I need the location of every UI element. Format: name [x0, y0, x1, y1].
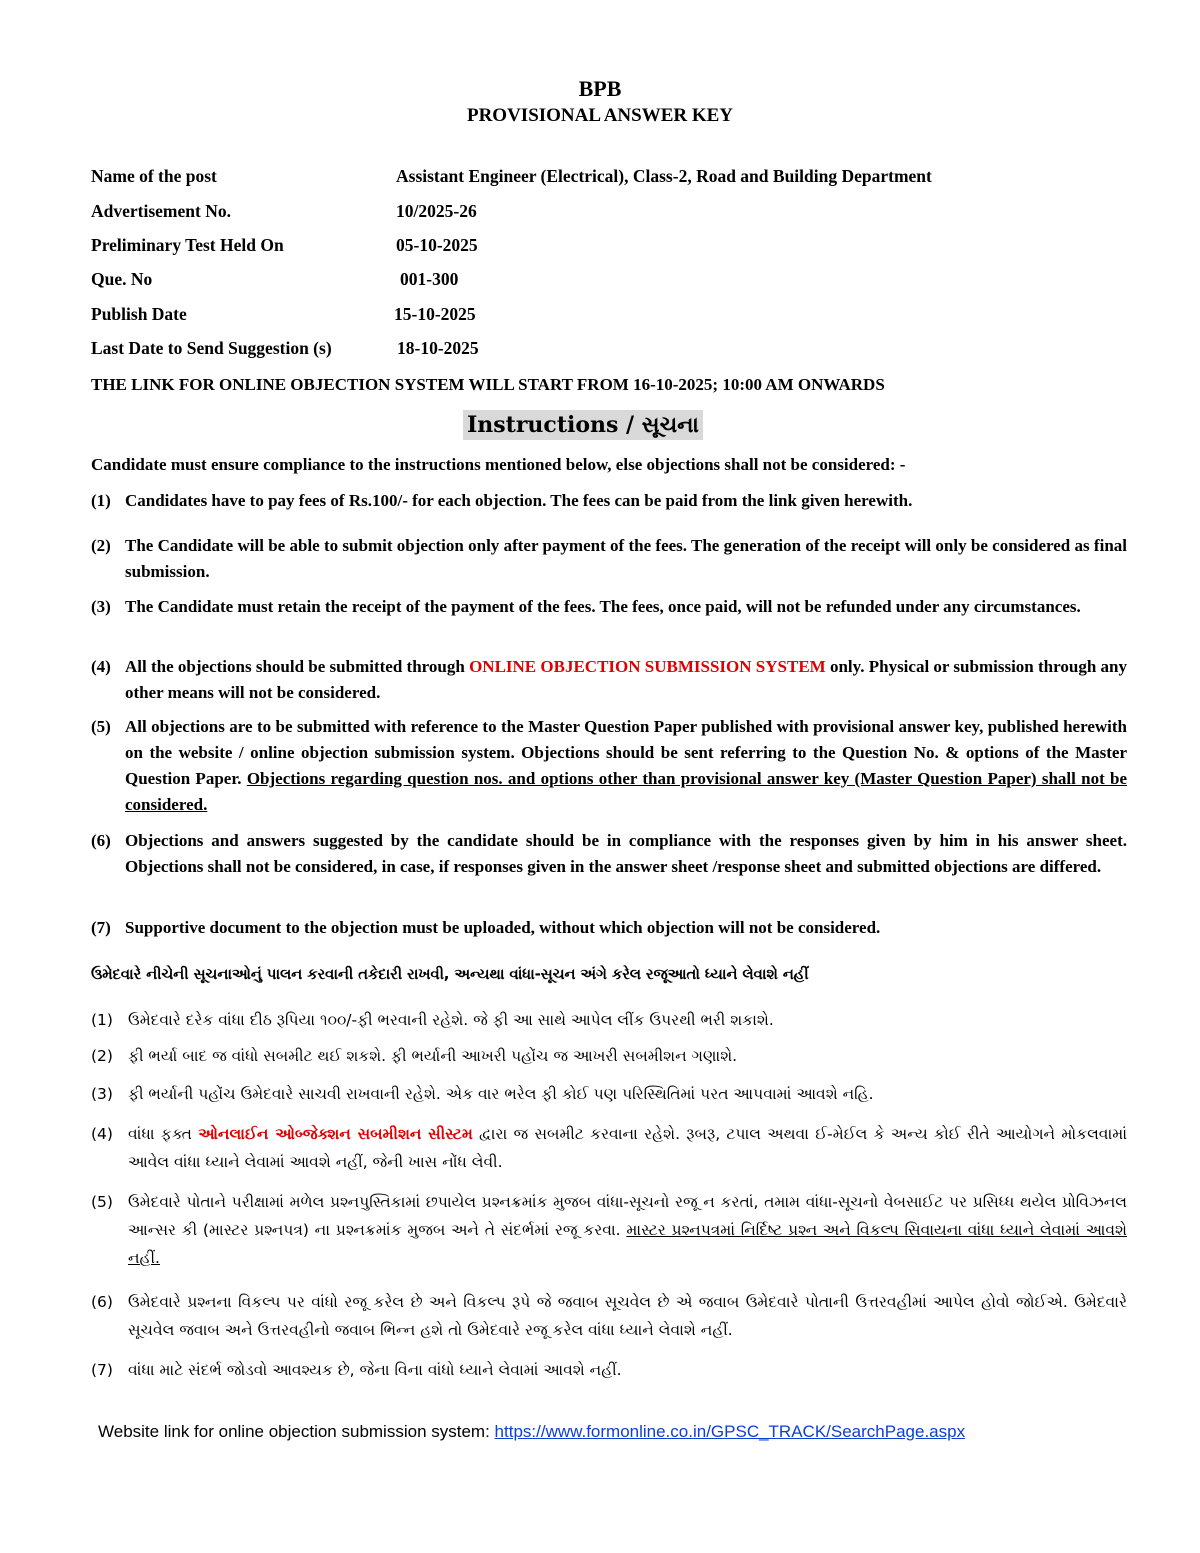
objection-link-notice: THE LINK FOR ONLINE OBJECTION SYSTEM WILL START FROM 16-10-2025; 10:00 AM ONWARDS: [91, 375, 885, 394]
gu-instruction-5: [91, 1188, 1127, 1272]
item-text: ફી ભર્યા બાદ જ વાંધો સબમીટ થઈ શકશે. ફી ભર્યાની આખરી પહોંચ જ આખરી સબમીશન ગણાશે.: [128, 1047, 738, 1065]
meta-value: 05-10-2025: [396, 235, 478, 255]
page-title: PROVISIONAL ANSWER KEY: [466, 105, 734, 126]
gu-instruction-4: [91, 1120, 1127, 1176]
item-text: [125, 654, 1127, 706]
en-instruction-4: [91, 654, 1127, 706]
item-number: (4): [91, 657, 111, 676]
en-instruction-1: [91, 488, 1127, 514]
item-text: [128, 1120, 1127, 1176]
item-text: The Candidate must retain the receipt of the payment of the fees. The fees, once paid, will not be refunded under any circumstances.: [125, 597, 1081, 616]
item-text: ઉમેદવારે દરેક વાંધા દીઠ રૂપિયા ૧૦૦/-ફી ભરવાની રહેશે. જે ફી આ સાથે આપેલ લીંક ઉપરથી ભરી શકાશે.: [128, 1011, 774, 1029]
en-instruction-7: [91, 915, 1127, 941]
en-instruction-2: [91, 533, 1127, 585]
meta-label: Advertisement No.: [91, 201, 231, 221]
gu-instruction-7: [91, 1356, 1127, 1384]
meta-value: 18-10-2025: [397, 338, 479, 358]
meta-label: Que. No: [91, 269, 153, 289]
en-instruction-3: [91, 594, 1127, 620]
meta-value: Assistant Engineer (Electrical), Class-2, Road and Building Department: [396, 166, 932, 186]
underlined-warning-gu: માસ્ટર પ્રશ્નપત્રમાં નિર્દિષ્ટ પ્રશ્ન અને વિકલ્પ સિવાયના વાંધા ધ્યાને લેવામાં આવશે નહીં.: [128, 1221, 1127, 1267]
meta-value: 10/2025-26: [396, 201, 477, 221]
item-text-part: વાંધા ફક્ત: [128, 1125, 199, 1143]
gu-instruction-3: [91, 1080, 1127, 1108]
objection-system-link[interactable]: https://www.formonline.co.in/GPSC_TRACK/SearchPage.aspx: [494, 1422, 966, 1441]
item-number: (6): [91, 831, 111, 850]
item-text-part: All the objections should be submitted through: [125, 657, 470, 676]
gujarati-intro: ઉમેદવારે નીચેની સૂચનાઓનું પાલન કરવાની તકેદારી રાખવી, અન્યથા વાંધા-સૂચન અંગે કરેલ રજૂઆતો ધ્યાને લેવાશે નહીં: [91, 965, 809, 983]
item-number: (5): [91, 717, 111, 736]
gu-instruction-6: [91, 1288, 1127, 1344]
meta-label: Publish Date: [91, 304, 187, 324]
item-text: ઉમેદવારે પ્રશ્નના વિકલ્પ પર વાંધો રજૂ કરેલ છે અને વિકલ્પ રૂપે જે જવાબ સૂચવેલ છે એ જવાબ ઉમેદવારે પોતાની ઉત્તરવહીમાં આપેલ હોવો જોઈએ. ઉમેદવારે સૂચવેલ જવાબ અને ઉત્તરવહીનો જવાબ ભિન્ન હશે તો ઉમેદવારે રજૂ કરેલ વાંધા ધ્યાને લેવાશે નહીં.: [128, 1293, 1127, 1339]
item-text-part: All objections are to be submitted with reference to the Master Question Paper published with provisional answer key, published herewith on the website / online objection submission system. Objections should be sent referring to the Question No. & options of the Master Question Paper.: [125, 717, 1127, 788]
gu-instruction-2: [91, 1042, 1127, 1070]
objection-system-highlight-gu: ઓનલાઈન ઓબ્જેક્શન સબમીશન સીસ્ટમ: [198, 1125, 473, 1143]
underlined-warning: Objections regarding question nos. and options other than provisional answer key (Master Question Paper) shall not be considered.: [125, 769, 1127, 814]
instructions-heading: Instructions / સૂચના: [463, 410, 703, 440]
item-number: (5): [91, 1193, 113, 1211]
meta-value: 001-300: [400, 269, 459, 289]
item-number: (3): [91, 597, 111, 616]
item-number: (2): [91, 536, 111, 555]
item-number: (3): [91, 1085, 113, 1103]
item-number: (1): [91, 1011, 113, 1029]
gu-instruction-1: [91, 1006, 1127, 1034]
en-instruction-6: [91, 828, 1127, 880]
objection-system-highlight: ONLINE OBJECTION SUBMISSION SYSTEM: [469, 657, 826, 676]
en-instruction-5: [91, 714, 1127, 818]
item-text-part: only. Physical or submission through any other means will not be considered.: [125, 657, 1127, 702]
item-text: વાંધા માટે સંદર્ભ જોડવો આવશ્યક છે, જેના વિના વાંધો ધ્યાને લેવામાં આવશે નહીં.: [128, 1361, 622, 1379]
item-text: The Candidate will be able to submit objection only after payment of the fees. The generation of the receipt will only be considered as final submission.: [125, 536, 1127, 581]
item-text: [125, 714, 1127, 818]
item-text: Objections and answers suggested by the candidate should be in compliance with the responses given by him in his answer sheet. Objections shall not be considered, in case, if responses given in the answer sheet /response sheet and submitted objections are differed.: [125, 831, 1127, 876]
item-text-part: દ્વારા જ સબમીટ કરવાના રહેશે. રૂબરૂ, ટપાલ અથવા ઈ-મેઈલ કે અન્ય કોઈ રીતે આયોગને મોકલવામાં આવેલ વાંધા ધ્યાને લેવામાં આવશે નહીં, જેની ખાસ નોંધ લેવી.: [128, 1125, 1128, 1171]
item-text-part: ઉમેદવારે પોતાને પરીક્ષામાં મળેલ પ્રશ્નપુસ્તિકામાં છપાયેલ પ્રશ્નક્રમાંક મુજબ વાંધા-સૂચનો રજૂ ન કરતાં, તમામ વાંધા-સૂચનો વેબસાઈટ પર પ્રસિધ્ધ થયેલ પ્રોવિઝનલ આન્સર કી (માસ્ટર પ્રશ્નપત્ર) ના પ્રશ્નક્રમાંક મુજબ અને તે સંદર્ભમાં રજૂ કરવા.: [128, 1193, 1127, 1239]
item-text: Candidates have to pay fees of Rs.100/- for each objection. The fees can be paid from the link given herewith.: [125, 491, 913, 510]
meta-label: Preliminary Test Held On: [91, 235, 284, 255]
footer-label: Website link for online objection submission system:: [98, 1422, 490, 1441]
org-heading: BPB: [578, 76, 622, 101]
item-text: [128, 1188, 1127, 1272]
item-number: (7): [91, 918, 111, 937]
item-number: (4): [91, 1125, 113, 1143]
meta-label: Name of the post: [91, 166, 217, 186]
item-number: (1): [91, 491, 111, 510]
item-number: (6): [91, 1293, 113, 1311]
meta-label: Last Date to Send Suggestion (s): [91, 338, 332, 358]
footer-link-line: [98, 1422, 965, 1442]
instructions-intro: Candidate must ensure compliance to the instructions mentioned below, else objections shall not be considered: -: [91, 455, 906, 474]
meta-value: 15-10-2025: [394, 304, 476, 324]
item-number: (2): [91, 1047, 113, 1065]
item-number: (7): [91, 1361, 113, 1379]
item-text: Supportive document to the objection must be uploaded, without which objection will not be considered.: [125, 918, 881, 937]
item-text: ફી ભર્યાની પહોંચ ઉમેદવારે સાચવી રાખવાની રહેશે. એક વાર ભરેલ ફી કોઈ પણ પરિસ્થિતિમાં પરત આપવામાં આવશે નહિ.: [128, 1085, 874, 1103]
